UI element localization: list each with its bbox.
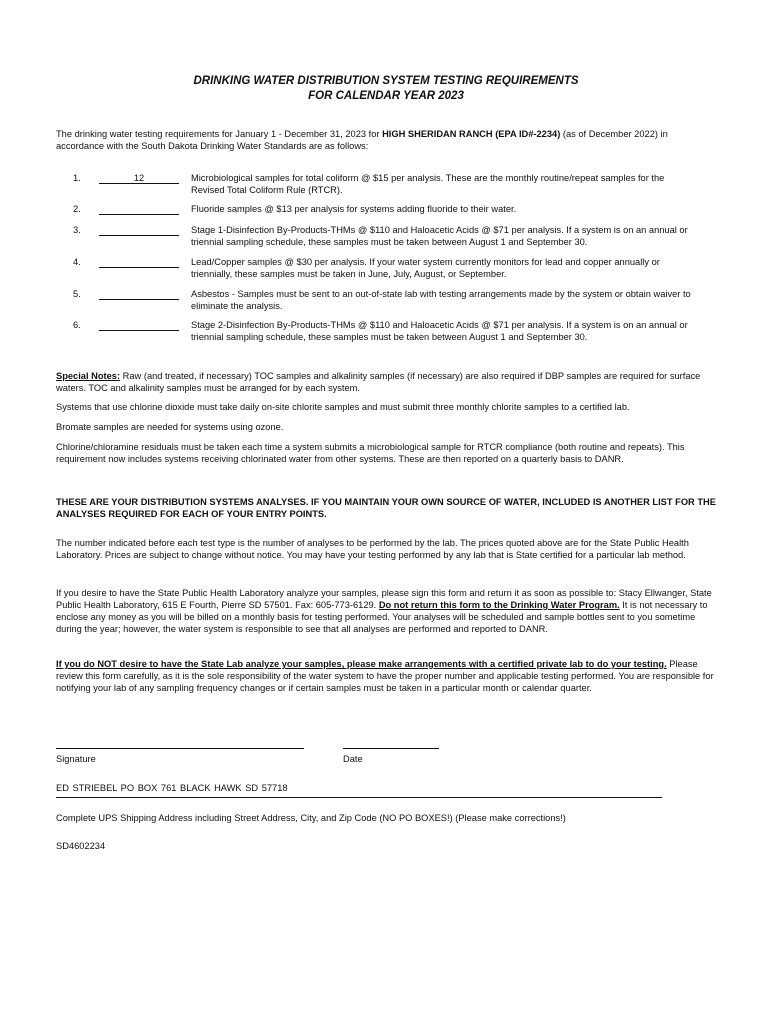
- item-number: 2.: [73, 204, 81, 214]
- state-lab-text-end: It is not necessary to enclose any money as you will be billed on a monthly basis for testing performed. Your analyses will be scheduled and sample bottles sent to you sometime during the year; however, the water system is responsible to see that all analyses are performed and reported to DANR.: [56, 600, 708, 634]
- private-lab-instructions: [56, 658, 716, 694]
- item-description: Microbiological samples for total coliform @ $15 per analysis. These are the monthly routine/repeat samples for the Revised Total Coliform Rule (RTCR).: [191, 173, 665, 195]
- chlorite-note: Systems that use chlorine dioxide must take daily on-site chlorite samples and must submit three monthly chlorite samples to a certified lab.: [56, 402, 630, 412]
- document-title: [56, 74, 716, 104]
- bromate-note: Bromate samples are needed for systems using ozone.: [56, 422, 284, 432]
- analysis-count-field[interactable]: [99, 319, 179, 331]
- item-description: Asbestos - Samples must be sent to an out-of-state lab with testing arrangements made by the system or obtain waiver to eliminate the analysis.: [191, 289, 691, 311]
- item-number: 5.: [73, 289, 81, 299]
- analyses-count-explanation: The number indicated before each test type is the number of analyses to be performed by the lab. The prices quoted above are for the State Public Health Laboratory. Prices are subject to change without notice. You may have your testing performed by any lab that is State certified for a particular lab method.: [56, 538, 689, 560]
- item-description: Fluoride samples @ $13 per analysis for systems adding fluoride to their water.: [191, 204, 517, 214]
- address-underline: [56, 797, 662, 798]
- item-description: Stage 2-Disinfection By-Products-THMs @ $110 and Haloacetic Acids @ $71 per analysis. If a system is on an annual or triennial sampling schedule, these samples must be taken between August 1 and September 30.: [191, 320, 688, 342]
- special-notes-paragraph: [56, 370, 716, 394]
- analysis-count-field[interactable]: [99, 288, 179, 300]
- item-number: 3.: [73, 225, 81, 235]
- intro-text-start: The drinking water testing requirements for January 1 - December 31, 2023 for: [56, 129, 383, 139]
- ups-address-instructions: Complete UPS Shipping Address including Street Address, City, and Zip Code (NO PO BOXES!) (Please make corrections!): [56, 813, 566, 823]
- analysis-count-field[interactable]: [99, 203, 179, 215]
- analysis-count-field[interactable]: [99, 224, 179, 236]
- special-notes-text: Raw (and treated, if necessary) TOC samples and alkalinity samples (if necessary) are also required if DBP samples are required for surface waters. TOC and alkalinity samples must be arranged for by each system.: [56, 371, 701, 393]
- requirement-item: [56, 224, 716, 250]
- requirement-item: [56, 256, 716, 282]
- date-label: Date: [343, 754, 363, 764]
- system-name: HIGH SHERIDAN RANCH (EPA ID#-2234): [382, 129, 561, 139]
- private-lab-text: Please review this form carefully, as it is the sole responsibility of the water system to have the proper number and applicable testing performed. You are responsible for notifying your lab of any sampling frequency changes or if certain samples must be taken in a particular month or calendar quarter.: [56, 659, 714, 693]
- title-line-2: FOR CALENDAR YEAR 2023: [308, 90, 464, 102]
- requirement-item: [56, 319, 716, 345]
- item-number: 4.: [73, 257, 81, 267]
- state-lab-instructions: [56, 587, 716, 635]
- analysis-count-field[interactable]: [99, 256, 179, 268]
- special-notes-label: Special Notes:: [56, 371, 121, 381]
- distribution-analyses-notice: THESE ARE YOUR DISTRIBUTION SYSTEMS ANALYSES. IF YOU MAINTAIN YOUR OWN SOURCE OF WATER, INCLUDED IS ANOTHER LIST FOR THE ANALYSES REQUIRED FOR EACH OF YOUR ENTRY POINTS.: [56, 497, 716, 519]
- item-number: 1.: [73, 173, 81, 183]
- item-description: Lead/Copper samples @ $30 per analysis. If your water system currently monitors for lead and copper annually or triennially, these samples must be taken in June, July, August, or September.: [191, 257, 660, 279]
- date-line[interactable]: [343, 748, 439, 749]
- intro-paragraph: [56, 128, 716, 152]
- intro-text-end: (as of December 2022) in accordance with the South Dakota Drinking Water Standards are as follows:: [56, 129, 668, 151]
- analysis-count-field[interactable]: 12: [99, 172, 179, 184]
- title-line-1: DRINKING WATER DISTRIBUTION SYSTEM TESTING REQUIREMENTS: [193, 75, 579, 87]
- requirement-item: [56, 172, 716, 198]
- system-id: SD4602234: [56, 841, 106, 851]
- mailing-address: ED STRIEBEL PO BOX 761 BLACK HAWK SD 57718: [56, 783, 288, 793]
- residuals-note: Chlorine/chloramine residuals must be taken each time a system submits a microbiological sample for RTCR compliance (both routine and repeats). This requirement now includes systems receiving chlorinated water from other systems. These are then reported on a quarterly basis to DANR.: [56, 442, 685, 464]
- requirement-item: [56, 288, 716, 314]
- private-lab-warning: If you do NOT desire to have the State Lab analyze your samples, please make arrangements with a certified private lab to do your testing.: [56, 659, 667, 669]
- item-number: 6.: [73, 320, 81, 330]
- signature-line[interactable]: [56, 748, 304, 749]
- do-not-return-warning: Do not return this form to the Drinking Water Program.: [378, 600, 620, 610]
- state-lab-text: If you desire to have the State Public Health Laboratory analyze your samples, please sign this form and return it as soon as possible to: Stacy Ellwanger, State Public Health Laboratory, 615 E Fourth, Pierre SD 57501. Fax: 605-773-6129.: [56, 588, 712, 610]
- item-description: Stage 1-Disinfection By-Products-THMs @ $110 and Haloacetic Acids @ $71 per analysis. If a system is on an annual or triennial sampling schedule, these samples must be taken between August 1 and September 30.: [191, 225, 688, 247]
- signature-label: Signature: [56, 754, 96, 764]
